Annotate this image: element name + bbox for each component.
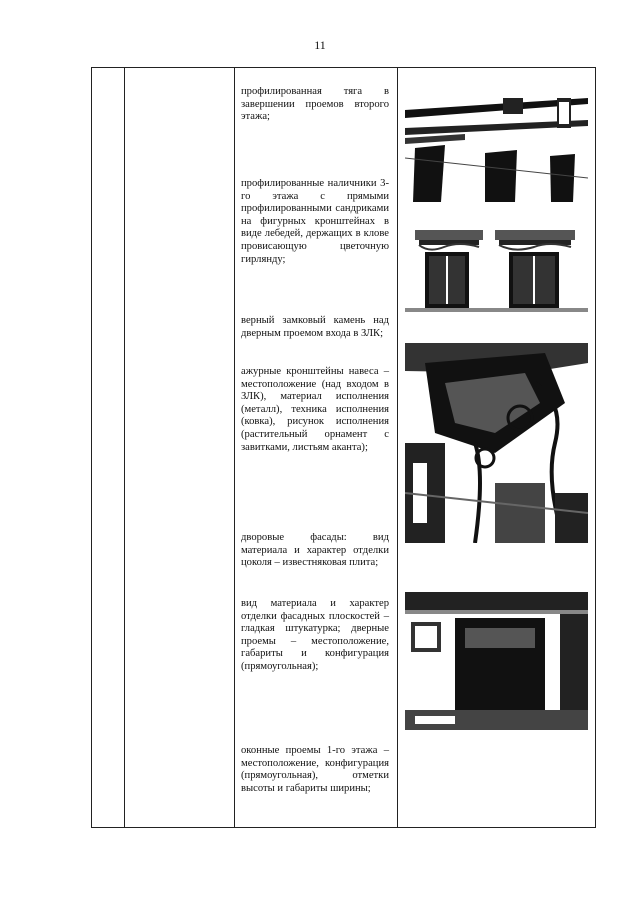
- page-number: 11: [314, 38, 326, 52]
- canopy-brackets-photo: [405, 343, 588, 543]
- element-description: профилированные наличники 3-го этажа с прямыми профилированными сандриками на фигурных кронштейнах в виде лебедей, держащих в клове провисающую цветочную гирлянду;: [241, 178, 389, 265]
- element-description: оконные проемы 1-го этажа – местоположение, конфигурация (прямоугольная), отметки высоты и габариты ширины;: [241, 745, 389, 794]
- courtyard-facade-photo: [405, 592, 588, 730]
- window-sandrik-photo: [405, 228, 588, 312]
- element-description: профилированная тяга в завершении проемов второго этажа;: [241, 86, 389, 123]
- element-description: дворовые фасады: вид материала и характер отделки цоколя – известняковая плита;: [241, 532, 389, 569]
- column-divider: [397, 68, 398, 827]
- facade-cornice-photo: [405, 98, 588, 202]
- heritage-table: [91, 67, 596, 828]
- column-divider: [124, 68, 125, 827]
- column-divider: [234, 68, 235, 827]
- element-description: верный замковый камень над дверным проемом входа в ЗЛК;: [241, 315, 389, 339]
- element-description: вид материала и характер отделки фасадных плоскостей – гладкая штукатурка; дверные проемы – местоположение, габариты и конфигурация (прямоугольная);: [241, 598, 389, 672]
- element-description: ажурные кронштейны навеса – местоположение (над входом в ЗЛК), материал исполнения (металл), техника исполнения (ковка), рисунок исполнения (растительный орнамент с завитками, листьям аканта);: [241, 366, 389, 453]
